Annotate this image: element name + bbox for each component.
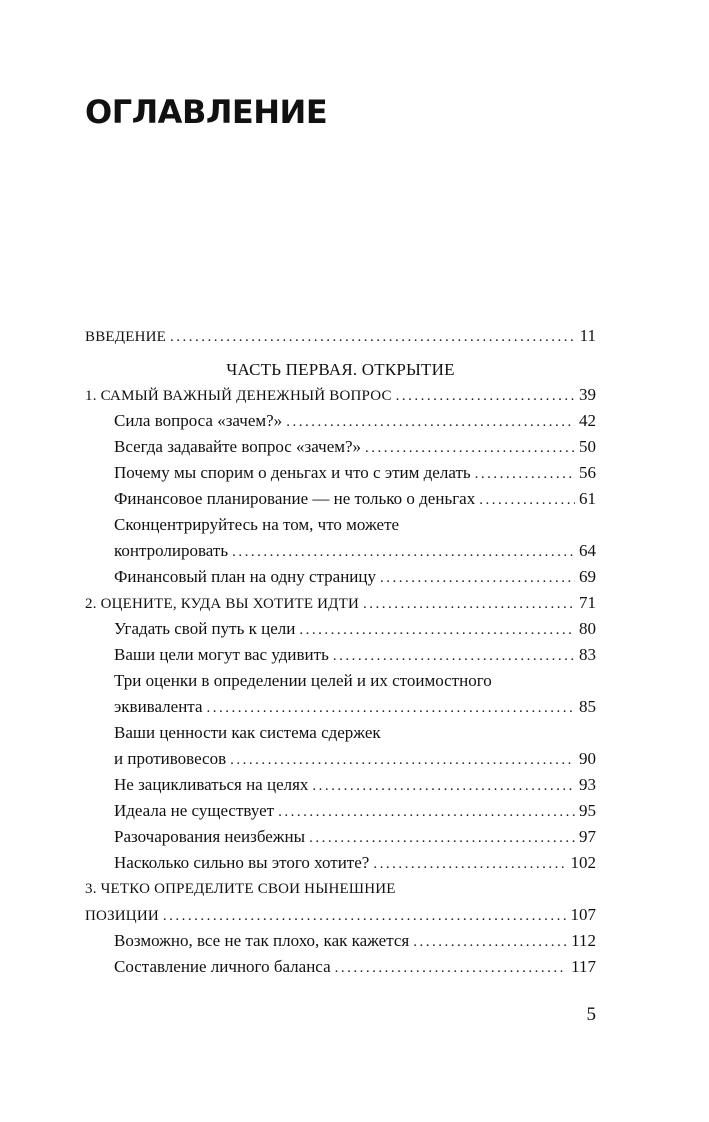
toc-entry-label: эквивалента [114, 697, 203, 716]
toc-entry-line2[interactable] [85, 746, 596, 772]
dot-leader [207, 695, 576, 721]
dot-leader [396, 383, 575, 409]
toc-page-number: 93 [579, 775, 596, 794]
toc-entry-label: Возможно, все не так плохо, как кажется [114, 931, 410, 950]
dot-leader [286, 409, 575, 435]
toc-page-number: 97 [579, 827, 596, 846]
dot-leader [309, 825, 575, 851]
toc-entry-label: Насколько сильно вы этого хотите? [114, 853, 370, 872]
dot-leader [278, 799, 575, 825]
dot-leader [333, 643, 575, 669]
toc-entry[interactable] [85, 408, 596, 434]
toc-entry[interactable] [85, 460, 596, 486]
toc-entry-label: Разочарования неизбежны [114, 827, 306, 846]
toc-entry-chapter-1[interactable] [85, 382, 596, 408]
toc-page-number: 39 [579, 385, 596, 404]
toc-entry-chapter-3-line1[interactable] [85, 876, 596, 902]
toc-entry-label: Три оценки в определении целей и их стоимостного [114, 671, 492, 690]
toc-entry-label: Финансовый план на одну страницу [114, 567, 377, 586]
toc-page-number: 83 [579, 645, 596, 664]
toc-entry-label: Угадать свой путь к цели [114, 619, 296, 638]
toc-page-number: 117 [571, 957, 596, 976]
toc-entry[interactable] [85, 928, 596, 954]
toc-entry-chapter-3-line2[interactable] [85, 902, 596, 928]
toc-entry-line2[interactable] [85, 694, 596, 720]
toc-entry-label: Составление личного баланса [114, 957, 331, 976]
toc-entry-label: 2. ОЦЕНИТЕ, КУДА ВЫ ХОТИТЕ ИДТИ [85, 596, 360, 612]
toc-page-number: 80 [579, 619, 596, 638]
toc-entry[interactable] [85, 564, 596, 590]
dot-leader [170, 324, 576, 350]
toc-entry[interactable] [85, 434, 596, 460]
toc-page-number: 69 [579, 567, 596, 586]
toc-entry[interactable] [85, 772, 596, 798]
toc-page-number: 112 [571, 931, 596, 950]
toc-entry[interactable] [85, 642, 596, 668]
toc-page-number: 11 [579, 326, 596, 345]
toc-entry-label: Не зацикливаться на целях [114, 775, 309, 794]
toc-entry[interactable] [85, 486, 596, 512]
toc-page-number: 64 [579, 541, 596, 560]
toc-entry-label: и противовесов [114, 749, 227, 768]
toc-entry[interactable] [85, 954, 596, 980]
dot-leader [380, 565, 575, 591]
toc-entry-label: Сила вопроса «зачем?» [114, 411, 283, 430]
dot-leader [163, 903, 567, 929]
toc-page-number: 42 [579, 411, 596, 430]
toc-entry-label: Идеала не существует [114, 801, 275, 820]
dot-leader [299, 617, 575, 643]
toc-page-number: 102 [570, 853, 596, 872]
toc-entry-label: Ваши цели могут вас удивить [114, 645, 329, 664]
toc-entry-line1[interactable] [85, 720, 596, 746]
toc-entry-label: контролировать [114, 541, 229, 560]
toc-page-number: 61 [579, 489, 596, 508]
dot-leader [479, 487, 575, 513]
toc-entry[interactable] [85, 616, 596, 642]
dot-leader [230, 747, 575, 773]
toc-entry[interactable] [85, 798, 596, 824]
dot-leader [232, 539, 575, 565]
toc-page-number: 95 [579, 801, 596, 820]
dot-leader [363, 591, 575, 617]
toc-page-number: 107 [570, 905, 596, 924]
toc-page-number: 90 [579, 749, 596, 768]
toc-entry-label: ВВЕДЕНИЕ [85, 329, 166, 345]
table-of-contents [85, 323, 596, 980]
toc-entry-label: ПОЗИЦИИ [85, 908, 159, 924]
toc-page-number: 85 [579, 697, 596, 716]
toc-entry-line1[interactable] [85, 512, 596, 538]
dot-leader [365, 435, 575, 461]
toc-entry-chapter-2[interactable] [85, 590, 596, 616]
toc-entry-label: Финансовое планирование — не только о деньгах [114, 489, 476, 508]
toc-entry-line2[interactable] [85, 538, 596, 564]
toc-entry-intro[interactable] [85, 323, 596, 349]
dot-leader [373, 851, 566, 877]
toc-entry-line1[interactable] [85, 668, 596, 694]
toc-page-number: 50 [579, 437, 596, 456]
toc-entry-label: Почему мы спорим о деньгах и что с этим делать [114, 463, 471, 482]
toc-entry-label: Сконцентрируйтесь на том, что можете [114, 515, 400, 534]
dot-leader [413, 929, 567, 955]
page-title: ОГЛАВЛЕНИЕ [85, 93, 328, 131]
dot-leader [475, 461, 575, 487]
toc-entry-label: Ваши ценности как система сдержек [114, 723, 381, 742]
toc-page-number: 56 [579, 463, 596, 482]
toc-entry-label: 1. САМЫЙ ВАЖНЫЙ ДЕНЕЖНЫЙ ВОПРОС [85, 388, 392, 404]
toc-entry-label: 3. ЧЕТКО ОПРЕДЕЛИТЕ СВОИ НЫНЕШНИЕ [85, 881, 396, 897]
dot-leader [335, 955, 568, 981]
part-heading: ЧАСТЬ ПЕРВАЯ. ОТКРЫТИЕ [226, 360, 455, 379]
toc-entry[interactable] [85, 824, 596, 850]
toc-entry-label: Всегда задавайте вопрос «зачем?» [114, 437, 362, 456]
toc-page-number: 71 [579, 593, 596, 612]
toc-entry[interactable] [85, 850, 596, 876]
dot-leader [312, 773, 575, 799]
page-number: 5 [586, 1004, 596, 1025]
